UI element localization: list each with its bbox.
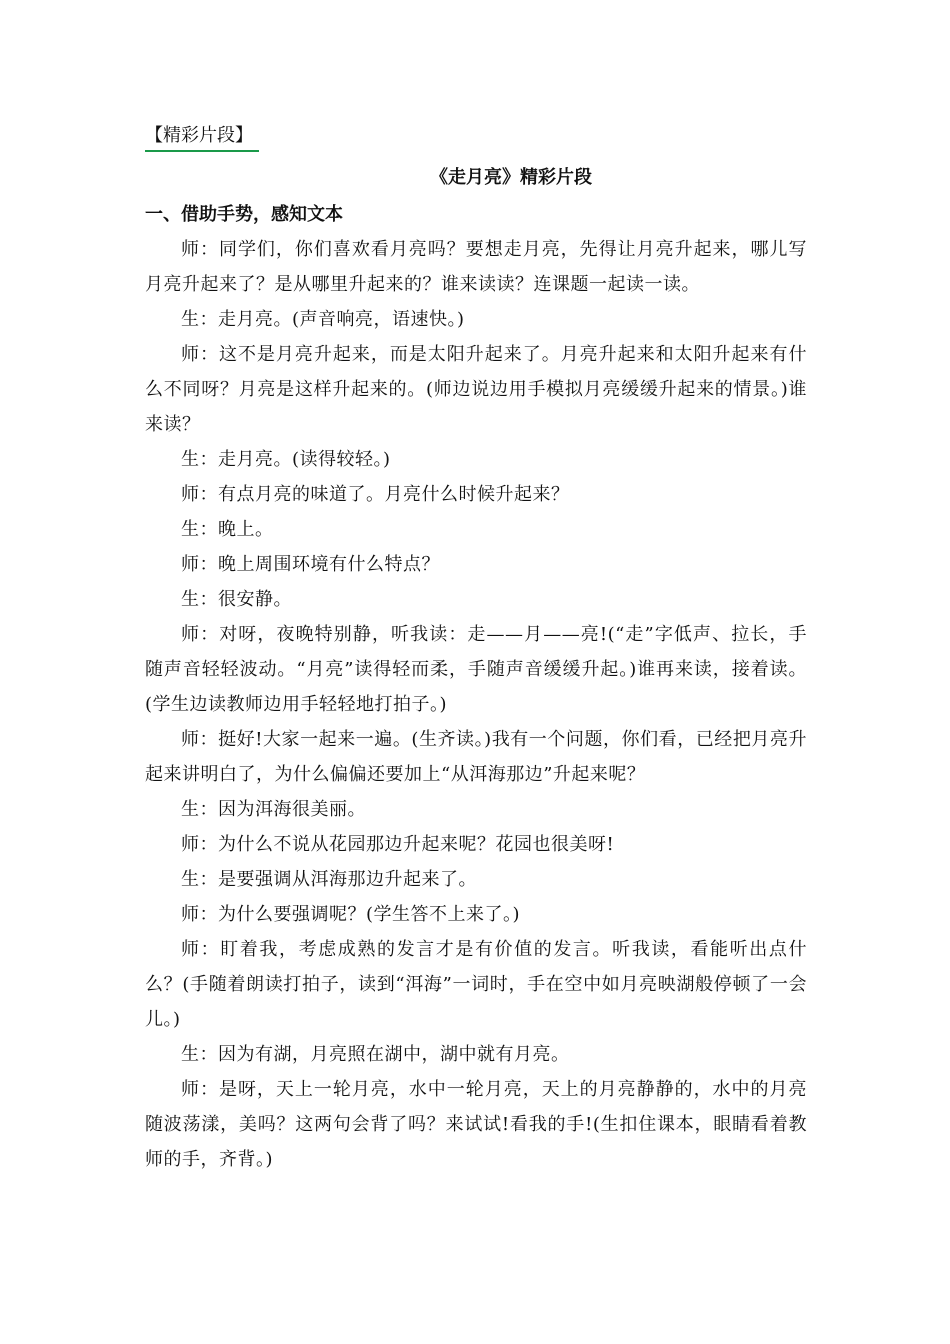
- dialogue-paragraph: 生：因为洱海很美丽。: [181, 799, 366, 820]
- dialogue-paragraph: 生：因为有湖，月亮照在湖中，湖中就有月亮。: [181, 1044, 570, 1065]
- dialogue-paragraph: 师：同学们，你们喜欢看月亮吗？要想走月亮，先得让月亮升起来，哪儿写月亮升起来了？是从哪里升起来的？谁来读读？连课题一起读一读。: [145, 239, 807, 295]
- dialogue-paragraph: 师：为什么不说从花园那边升起来呢？花园也很美呀!: [181, 834, 615, 855]
- dialogue-paragraph: 师：为什么要强调呢？(学生答不上来了。): [181, 904, 521, 925]
- dialogue-paragraph: 师：有点月亮的味道了。月亮什么时候升起来？: [181, 484, 570, 505]
- dialogue-paragraph: 师：是呀，天上一轮月亮，水中一轮月亮，天上的月亮静静的，水中的月亮随波荡漾，美吗？这两句会背了吗？来试试!看我的手!(生扣住课本，眼睛看着教师的手，齐背。): [145, 1079, 807, 1170]
- dialogue-paragraph: 师：对呀，夜晚特别静，听我读：走——月——亮!(“走”字低声、拉长，手随声音轻轻波动。“月亮”读得轻而柔，手随声音缓缓升起。)谁再来读，接着读。(学生边读教师边用手轻轻地打拍子。): [145, 624, 807, 715]
- dialogue-paragraph: 师：晚上周围环境有什么特点？: [181, 554, 440, 575]
- dialogue-paragraph: 生：走月亮。(读得较轻。): [181, 449, 391, 470]
- section-heading: 一、借助手势，感知文本: [145, 204, 343, 225]
- dialogue-paragraph: 师：盯着我，考虑成熟的发言才是有价值的发言。听我读，看能听出点什么？(手随着朗读打拍子，读到“洱海”一词时，手在空中如月亮映湖般停顿了一会儿。): [145, 939, 807, 1030]
- section-tag: 【精彩片段】: [145, 122, 259, 152]
- dialogue-paragraph: 师：挺好!大家一起来一遍。(生齐读。)我有一个问题，你们看，已经把月亮升起来讲明白了，为什么偏偏还要加上“从洱海那边”升起来呢？: [145, 729, 807, 785]
- document-title: 《走月亮》精彩片段: [430, 167, 592, 188]
- dialogue-paragraph: 生：是要强调从洱海那边升起来了。: [181, 869, 477, 890]
- dialogue-paragraph: 师：这不是月亮升起来，而是太阳升起来了。月亮升起来和太阳升起来有什么不同呀？月亮是这样升起来的。(师边说边用手模拟月亮缓缓升起来的情景。)谁来读？: [145, 344, 807, 435]
- dialogue-paragraph: 生：很安静。: [181, 589, 292, 610]
- dialogue-paragraph: 生：晚上。: [181, 519, 274, 540]
- dialogue-paragraph: 生：走月亮。(声音响亮，语速快。): [181, 309, 465, 330]
- document-page: [145, 122, 807, 1177]
